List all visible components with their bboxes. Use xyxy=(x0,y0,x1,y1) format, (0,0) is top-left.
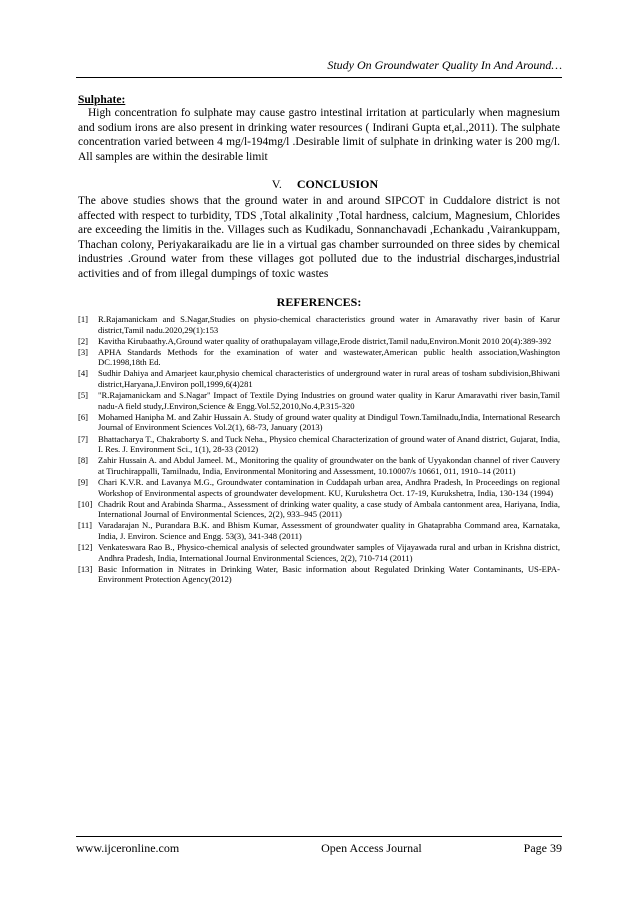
conclusion-section xyxy=(78,177,560,281)
reference-item xyxy=(78,564,560,585)
footer-page-number: Page 39 xyxy=(523,841,562,855)
conclusion-number: V. xyxy=(271,177,282,191)
reference-number: [7] xyxy=(78,433,89,444)
reference-item xyxy=(78,499,560,520)
running-header: Study On Groundwater Quality In And Around… xyxy=(327,58,562,72)
page-footer xyxy=(76,836,562,856)
reference-text: Kavitha Kirubaathy.A,Ground water quality of orathupalayam village,Erode district,Tamil nadu,Environ.Monit 2010 20(4):389-392 xyxy=(98,335,552,346)
reference-item xyxy=(78,368,560,389)
reference-number: [4] xyxy=(78,368,89,379)
reference-number: [13] xyxy=(78,563,93,574)
reference-text: APHA Standards Methods for the examination of water and wastewater,American public health association,Washington DC.1998,18th Ed. xyxy=(98,346,560,368)
footer-website: www.ijceronline.com xyxy=(76,841,180,855)
reference-text: Chadrik Rout and Arabinda Sharma., Assessment of drinking water quality, a case study of Ambala cantonment area, Hariyana, India, International Journal of Environmental Sciences, 2(2), 933–945 (2011) xyxy=(98,498,560,520)
reference-number: [8] xyxy=(78,455,89,466)
reference-number: [1] xyxy=(78,314,89,324)
reference-item xyxy=(78,477,560,498)
reference-number: [9] xyxy=(78,476,89,487)
references-heading: REFERENCES: xyxy=(276,295,362,309)
reference-item xyxy=(78,336,560,347)
reference-text: Bhattacharya T., Chakraborty S. and Tuck Neha., Physico chemical Characterization of ground water of Anand district, Gujarat, India, I. Res. J. Environment Sci., 1(1), 28-33 (2012) xyxy=(98,433,560,455)
conclusion-title: CONCLUSION xyxy=(296,177,379,191)
reference-text: Sudhir Dahiya and Amarjeet kaur,physio chemical characteristics of underground water in rural areas of tosham subdivision,Bhiwani district,Haryana,J.Environ poll,1999,6(4)281 xyxy=(98,368,560,390)
references-section xyxy=(78,295,560,585)
reference-text: Venkateswara Rao B., Physico-chemical analysis of selected groundwater samples of Vijayawada rural and urban in Krishna district, Andhra Pradesh, India, International Journal Environmental Sciences, 2(2), 710-714 (2011) xyxy=(98,541,560,563)
reference-item xyxy=(78,412,560,433)
reference-text: Mohamed Hanipha M. and Zahir Hussain A. Study of ground water quality at Dindigul Town.Tamilnadu,India, International Research Journal of Environment Sciences Vol.2(1), 68-73, January (2013) xyxy=(98,411,560,433)
footer-journal: Open Access Journal xyxy=(321,841,422,855)
reference-text: "R.Rajamanickam and S.Nagar" Impact of Textile Dying Industries on ground water quality in Karur Amaravathi river basin,Tamil nadu-A field study,J.Environ,Science & Engg.Vol.52,2010,No.4,P.315-320 xyxy=(98,390,560,411)
reference-number: [2] xyxy=(78,335,89,346)
reference-text: R.Rajamanickam and S.Nagar,Studies on physio-chemical characteristics ground water in Amaravathy river basin of Karur district,Tamil nadu.2020,29(1):153 xyxy=(98,314,560,335)
conclusion-paragraph: The above studies shows that the ground water in and around SIPCOT in Cuddalore district is not affected with respect to turbidity, TDS ,Total alkalinity ,Total hardness, calcium, Magnesium, Chlorides are exceeding the limitis in the. Villages such as Kudikadu, Sonnanchavadi ,Echankadu ,Vairankuppam, Thachan colony, Periyakaraikadu are lie in a virtual gas chamber surrounded on three sides by chemical industries .Ground water from these villages got polluted due to the industrial discharges,industrial activities and of from illegal dumpings of toxic wastes xyxy=(78,195,560,280)
reference-number: [12] xyxy=(78,541,93,552)
reference-item xyxy=(78,520,560,541)
reference-number: [11] xyxy=(78,520,92,531)
reference-item xyxy=(78,314,560,335)
reference-number: [5] xyxy=(78,390,89,401)
reference-text: Basic Information in Nitrates in Drinking Water, Basic information about Regulated Drinking Water Contaminants, US-EPA-Environment Protection Agency(2012) xyxy=(98,563,560,585)
sulphate-heading: Sulphate: xyxy=(78,94,126,106)
reference-item xyxy=(78,434,560,455)
sulphate-section xyxy=(78,94,560,164)
reference-text: Chari K.V.R. and Lavanya M.G., Groundwater contamination in Cuddapah urban area, Andhra Pradesh, In Proceedings on regional Workshop of Environmental aspects of groundwater development. KU, Kurukshetra Oct. 17-19, Kurukshetra, India, 130-134 (1994) xyxy=(98,476,560,498)
reference-item xyxy=(78,347,560,368)
conclusion-heading xyxy=(78,177,560,192)
reference-item xyxy=(78,455,560,476)
reference-text: Varadarajan N., Purandara B.K. and Bhism Kumar, Assessment of groundwater quality in Ghataprabha Command area, Karnataka, India, J. Environ. Science and Engg. 53(3), 341-348 (2011) xyxy=(98,520,560,541)
reference-number: [6] xyxy=(78,411,89,422)
header-rule xyxy=(76,77,562,78)
reference-number: [10] xyxy=(78,498,93,509)
sulphate-paragraph: High concentration fo sulphate may cause gastro intestinal irritation at particularly when magnesium and sodium irons are also present in drinking water resources ( Indirani Gupta et,al.,2011). The sulphate concentration varied between 4 mg/l-194mg/l .Desirable limit of sulphate in drinking water is 200 mg/l. All samples are within the desirable limit xyxy=(78,107,560,163)
reference-item xyxy=(78,542,560,563)
page-content xyxy=(78,94,560,585)
reference-number: [3] xyxy=(78,346,89,357)
reference-text: Zahir Hussain A. and Abdul Jameel. M., Monitoring the quality of groundwater on the bank of Uyyakondan channel of river Cauvery at Tiruchirappalli, Tamilnadu, India, Environmental Monitoring and Assessment, 10.10007/s 10661, 011, 1910–14 (2011) xyxy=(98,455,560,476)
reference-item xyxy=(78,390,560,411)
references-list xyxy=(78,314,560,585)
